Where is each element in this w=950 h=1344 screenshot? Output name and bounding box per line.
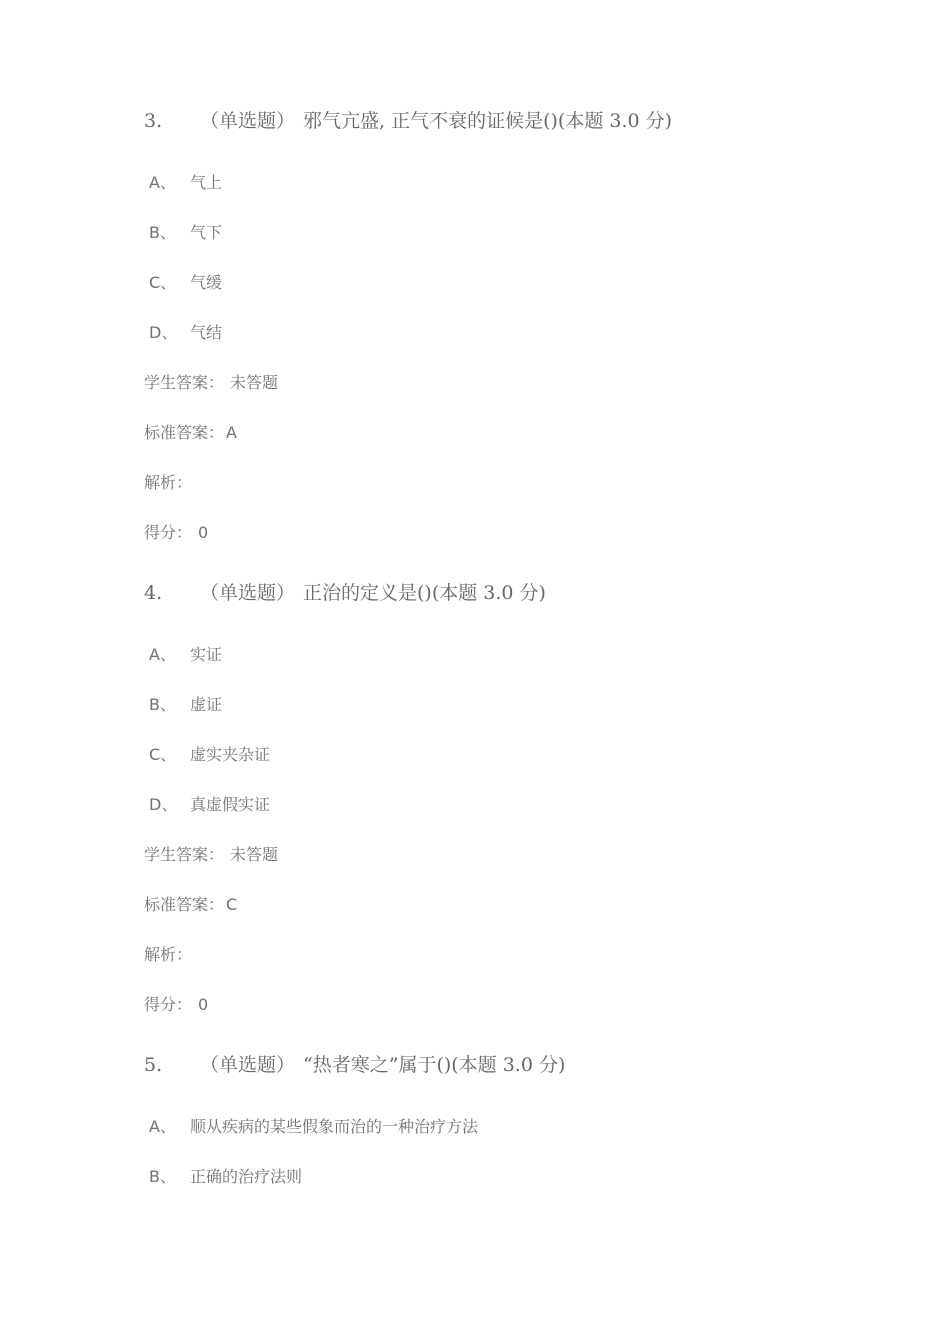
option-b [144,694,222,716]
question-stem: 邪气亢盛, 正气不衰的证候是()(本题 3.0 分) [303,110,673,132]
question-type: （单选题） [200,1054,296,1076]
student-answer-label: 学生答案： [144,373,225,392]
option-text: 真虚假实证 [190,795,271,814]
question-title [144,1052,565,1078]
question-number: 5. [144,1054,163,1076]
score-value: 0 [198,995,209,1014]
option-letter: C、 [149,273,177,292]
question-title [144,108,672,134]
option-text: 实证 [190,645,223,664]
score-value: 0 [198,523,209,542]
option-letter: B、 [149,695,176,714]
option-a [144,644,222,666]
student-answer [144,372,278,394]
option-text: 气下 [190,223,223,242]
option-text: 正确的治疗法则 [190,1167,303,1186]
question-number: 4. [144,582,163,604]
analysis-label: 解析： [144,473,193,492]
option-text: 气缓 [190,273,223,292]
option-text: 顺从疾病的某些假象而治的一种治疗方法 [190,1117,479,1136]
student-answer-value: 未答题 [230,373,279,392]
score [144,994,208,1016]
option-a [144,1116,478,1138]
question-type: （单选题） [200,582,296,604]
option-c [144,272,222,294]
option-text: 虚证 [190,695,223,714]
standard-answer-value: A [226,423,237,442]
option-letter: B、 [149,1167,176,1186]
option-text: 气结 [190,323,223,342]
analysis [144,472,192,494]
standard-answer [144,422,237,444]
option-letter: C、 [149,745,177,764]
standard-answer-value: C [226,895,238,914]
student-answer [144,844,278,866]
option-letter: B、 [149,223,176,242]
standard-answer [144,894,237,916]
analysis [144,944,192,966]
question-type: （单选题） [200,110,296,132]
student-answer-value: 未答题 [230,845,279,864]
option-text: 气上 [190,173,223,192]
option-b [144,222,222,244]
option-letter: D、 [149,323,178,342]
option-c [144,744,270,766]
question-stem: “热者寒之”属于()(本题 3.0 分) [303,1054,566,1076]
score-label: 得分： [144,995,193,1014]
option-letter: A、 [149,173,176,192]
option-d [144,794,270,816]
option-a [144,172,222,194]
option-letter: D、 [149,795,178,814]
option-d [144,322,222,344]
standard-answer-label: 标准答案： [144,423,225,442]
option-b [144,1166,302,1188]
score-label: 得分： [144,523,193,542]
option-letter: A、 [149,1117,176,1136]
standard-answer-label: 标准答案： [144,895,225,914]
score [144,522,208,544]
student-answer-label: 学生答案： [144,845,225,864]
option-text: 虚实夹杂证 [190,745,271,764]
option-letter: A、 [149,645,176,664]
question-title [144,580,546,606]
analysis-label: 解析： [144,945,193,964]
question-stem: 正治的定义是()(本题 3.0 分) [303,582,546,604]
question-number: 3. [144,110,163,132]
